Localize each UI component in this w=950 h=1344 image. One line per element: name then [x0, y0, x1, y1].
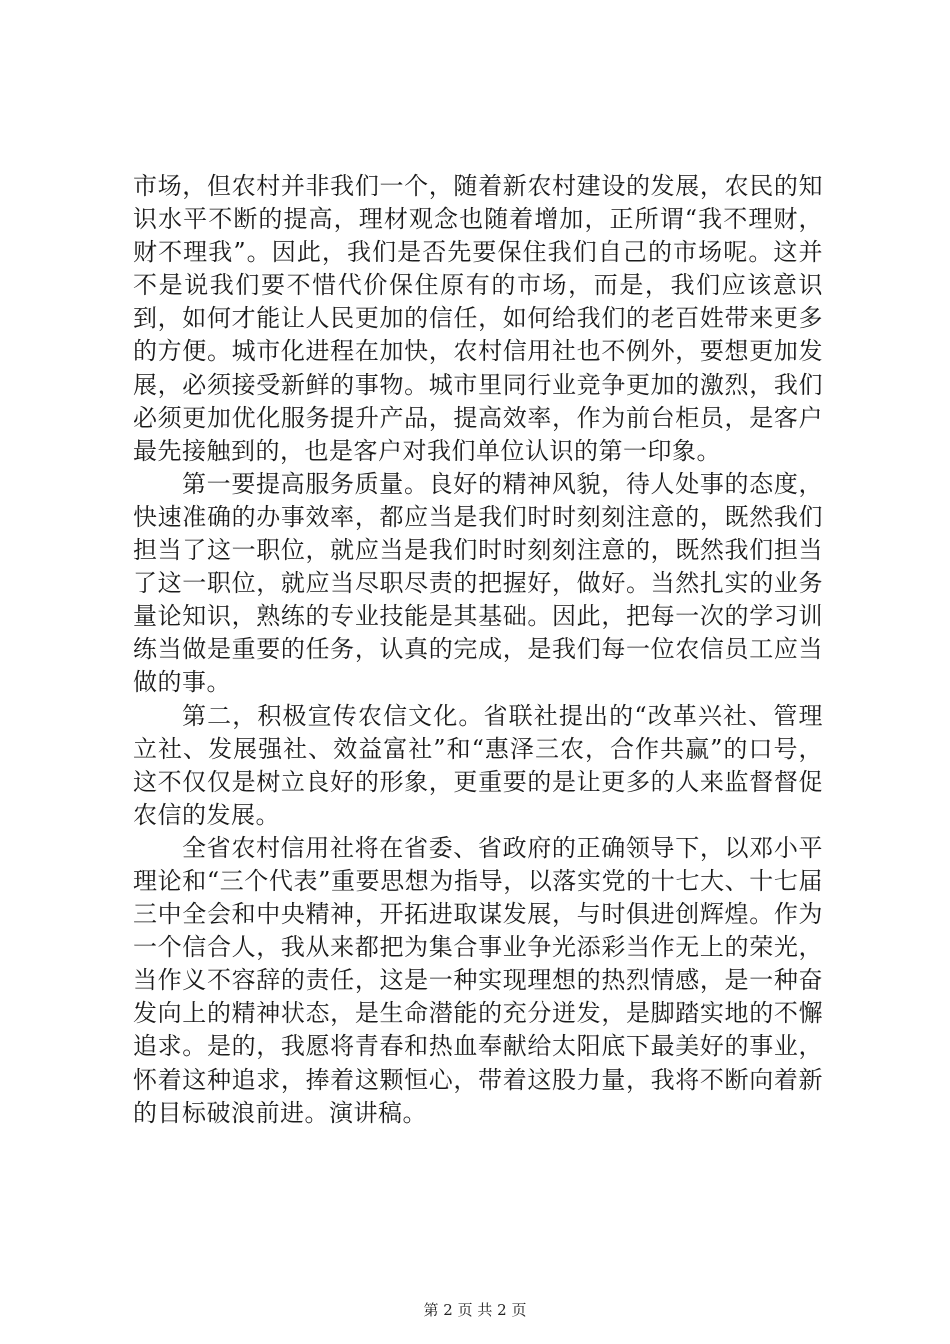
paragraph-conclusion: 全省农村信用社将在省委、省政府的正确领导下，以邓小平理论和“三个代表”重要思想为指导，以落实党的十七大、十七届三中全会和中央精神，开拓进取谋发展，与时俱进创辉煌。作为一个信合人，我从来都把为集合事业争光添彩当作无上的荣光，当作义不容辞的责任，这是一种实现理想的热烈情感，是一种奋发向上的精神状态，是生命潜能的充分迸发，是脚踏实地的不懈追求。是的，我愿将青春和热血奉献给太阳底下最美好的事业，怀着这种追求，捧着这颗恒心，带着这股力量，我将不断向着新的目标破浪前进。演讲稿。 [133, 833, 823, 1127]
document-body [133, 170, 823, 1130]
paragraph-continuation: 市场，但农村并非我们一个，随着新农村建设的发展，农民的知识水平不断的提高，理材观念也随着增加，正所谓“我不理财，财不理我”。因此，我们是否先要保住我们自己的市场呢。这并不是说我们要不惜代价保住原有的市场，而是，我们应该意识到，如何才能让人民更加的信任，如何给我们的老百姓带来更多的方便。城市化进程在加快，农村信用社也不例外，要想更加发展，必须接受新鲜的事物。城市里同行业竞争更加的激烈，我们必须更加优化服务提升产品，提高效率，作为前台柜员，是客户最先接触到的，也是客户对我们单位认识的第一印象。 [133, 172, 823, 465]
page-number-footer: 第 2 页 共 2 页 [423, 1301, 527, 1319]
paragraph-service-quality: 第一要提高服务质量。良好的精神风貌，待人处事的态度，快速准确的办事效率，都应当是我们时时刻刻注意的，既然我们担当了这一职位，就应当是我们时时刻刻注意的，既然我们担当了这一职位，就应当尽职尽责的把握好，做好。当然扎实的业务量论知识，熟练的专业技能是其基础。因此，把每一次的学习训练当做是重要的任务，认真的完成，是我们每一位农信员工应当做的事。 [133, 469, 823, 697]
paragraph-culture-promotion: 第二，积极宣传农信文化。省联社提出的“改革兴社、管理立社、发展强社、效益富社”和“惠泽三农，合作共赢”的口号，这不仅仅是树立良好的形象，更重要的是让更多的人来监督督促农信的发展。 [133, 701, 823, 829]
